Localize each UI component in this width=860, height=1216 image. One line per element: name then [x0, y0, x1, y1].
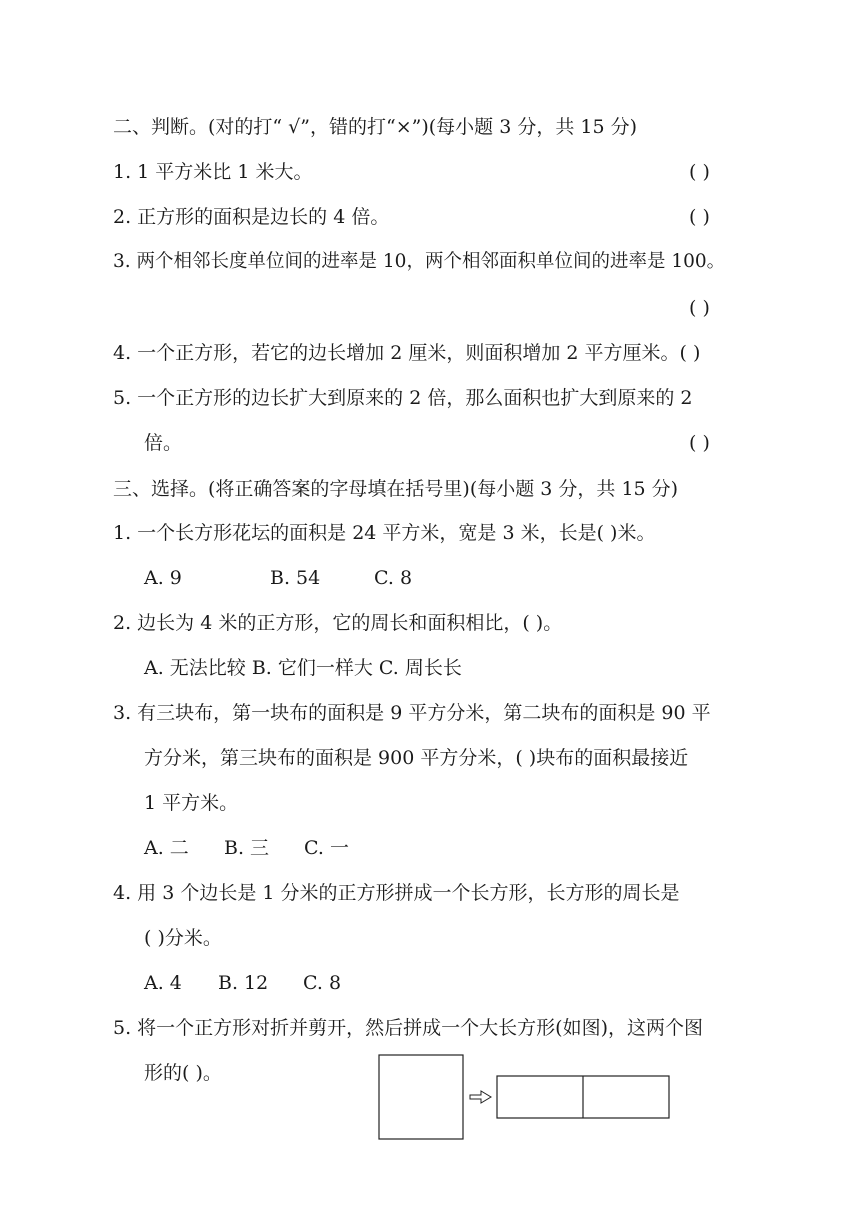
choice-q3-line-3: 1 平方米。: [144, 792, 239, 814]
arrow-right-icon: [470, 1091, 491, 1103]
choice-q4-line-1: 4. 用 3 个边长是 1 分米的正方形拼成一个长方形，长方形的周长是: [113, 882, 680, 904]
judge-item-5-cont: 倍。: [144, 432, 183, 454]
choice-q4-line-2: ( )分米。: [144, 927, 222, 949]
judge-item-5: 5. 一个正方形的边长扩大到原来的 2 倍，那么面积也扩大到原来的 2: [113, 387, 693, 409]
judge-item-2: 2. 正方形的面积是边长的 4 倍。: [113, 206, 390, 228]
square-shape: [379, 1055, 463, 1139]
judge-item-3: 3. 两个相邻长度单位间的进率是 10，两个相邻面积单位间的进率是 100。: [113, 251, 726, 272]
judge-answer-3[interactable]: ( ): [689, 297, 710, 319]
choice-q3-line-2: 方分米，第三块布的面积是 900 平方分米，( )块布的面积最接近: [144, 747, 689, 769]
choice-q1-option-c[interactable]: C. 8: [374, 567, 413, 589]
choice-q3-line-1: 3. 有三块布，第一块布的面积是 9 平方分米，第二块布的面积是 90 平: [113, 702, 711, 724]
choice-q1-option-a[interactable]: A. 9: [144, 567, 182, 589]
judge-answer-5[interactable]: ( ): [689, 432, 710, 454]
choice-q2-options[interactable]: A. 无法比较 B. 它们一样大 C. 周长长: [144, 657, 462, 679]
choice-q5-line-1: 5. 将一个正方形对折并剪开，然后拼成一个大长方形(如图)，这两个图: [113, 1017, 703, 1039]
judge-answer-1[interactable]: ( ): [689, 161, 710, 183]
section3-heading: 三、选择。(将正确答案的字母填在括号里)(每小题 3 分，共 15 分): [113, 478, 679, 500]
choice-q1: 1. 一个长方形花坛的面积是 24 平方米，宽是 3 米，长是( )米。: [113, 522, 656, 544]
choice-q3-option-c[interactable]: C. 一: [304, 837, 349, 859]
choice-q3-option-a[interactable]: A. 二: [144, 837, 189, 859]
choice-q4-option-b[interactable]: B. 12: [218, 972, 269, 994]
section2-heading: 二、判断。(对的打“ √”，错的打“×”)(每小题 3 分，共 15 分): [113, 116, 637, 138]
choice-q2: 2. 边长为 4 米的正方形，它的周长和面积相比，( )。: [113, 612, 563, 634]
choice-q4-option-a[interactable]: A. 4: [144, 972, 182, 994]
judge-answer-2[interactable]: ( ): [689, 206, 710, 228]
judge-item-4: 4. 一个正方形，若它的边长增加 2 厘米，则面积增加 2 平方厘米。( ): [113, 342, 701, 364]
choice-q1-option-b[interactable]: B. 54: [270, 567, 321, 589]
square-to-rectangle-figure: [378, 1054, 678, 1144]
choice-q5-line-2: 形的( )。: [144, 1062, 222, 1084]
judge-item-1: 1. 1 平方米比 1 米大。: [113, 161, 313, 183]
choice-q3-option-b[interactable]: B. 三: [224, 837, 270, 859]
choice-q4-option-c[interactable]: C. 8: [303, 972, 342, 994]
